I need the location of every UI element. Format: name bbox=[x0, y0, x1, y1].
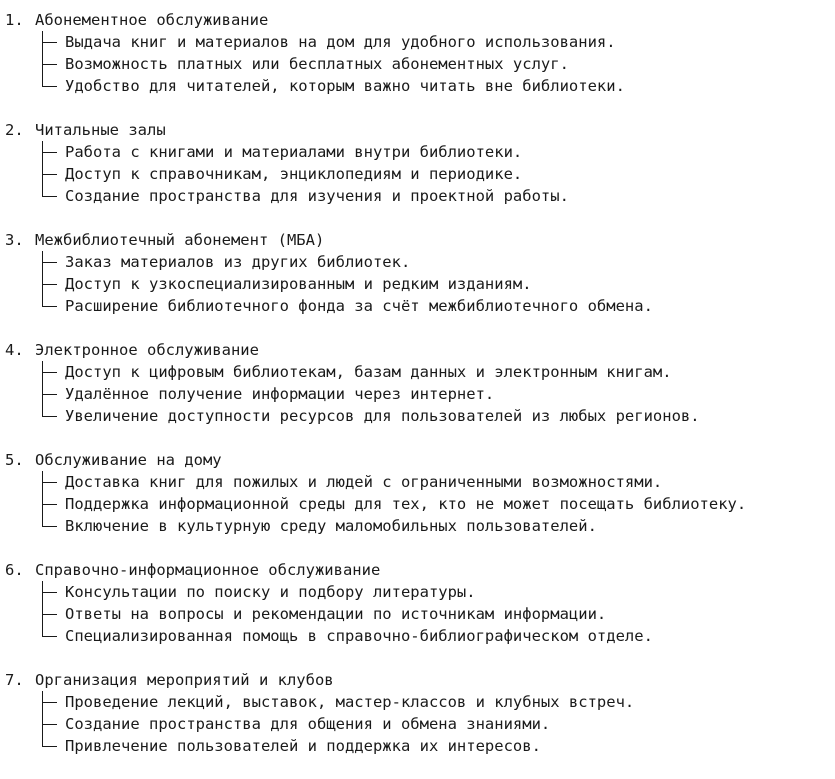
section-title: Обслуживание на дому bbox=[35, 451, 222, 469]
tree-branch-end-icon bbox=[42, 735, 65, 757]
section-number: 6. bbox=[5, 561, 24, 579]
list-item bbox=[5, 735, 835, 757]
item-text: Создание пространства для общения и обмена знаниями. bbox=[65, 715, 551, 733]
item-text: Создание пространства для изучения и проектной работы. bbox=[65, 187, 569, 205]
section-number: 3. bbox=[5, 231, 24, 249]
list-item bbox=[5, 625, 835, 647]
section-heading bbox=[5, 229, 835, 251]
section-heading bbox=[5, 559, 835, 581]
item-text: Специализированная помощь в справочно-библиографическом отделе. bbox=[65, 627, 653, 645]
tree-branch-icon bbox=[42, 273, 65, 295]
list-item bbox=[5, 581, 835, 603]
section-heading bbox=[5, 449, 835, 471]
item-text: Поддержка информационной среды для тех, кто не может посещать библиотеку. bbox=[65, 495, 747, 513]
section-heading bbox=[5, 119, 835, 141]
list-item bbox=[5, 515, 835, 537]
section-title: Читальные залы bbox=[35, 121, 166, 139]
section-title: Электронное обслуживание bbox=[35, 341, 259, 359]
item-text: Ответы на вопросы и рекомендации по источникам информации. bbox=[65, 605, 607, 623]
section-1 bbox=[5, 9, 835, 119]
section-heading bbox=[5, 669, 835, 691]
list-item bbox=[5, 251, 835, 273]
section-3 bbox=[5, 229, 835, 339]
section-2 bbox=[5, 119, 835, 229]
tree-branch-end-icon bbox=[42, 295, 65, 317]
tree-branch-end-icon bbox=[42, 185, 65, 207]
tree-branch-icon bbox=[42, 163, 65, 185]
section-7 bbox=[5, 669, 835, 779]
tree-branch-icon bbox=[42, 581, 65, 603]
item-text: Выдача книг и материалов на дом для удобного использования. bbox=[65, 33, 616, 51]
tree-branch-icon bbox=[42, 31, 65, 53]
tree-branch-icon bbox=[42, 713, 65, 735]
item-text: Проведение лекций, выставок, мастер-классов и клубных встреч. bbox=[65, 693, 635, 711]
list-item bbox=[5, 75, 835, 97]
item-text: Удобство для читателей, которым важно читать вне библиотеки. bbox=[65, 77, 625, 95]
item-text: Удалённое получение информации через интернет. bbox=[65, 385, 495, 403]
section-heading bbox=[5, 339, 835, 361]
tree-branch-icon bbox=[42, 493, 65, 515]
item-text: Доступ к узкоспециализированным и редким изданиям. bbox=[65, 275, 532, 293]
tree-branch-icon bbox=[42, 383, 65, 405]
item-text: Консультации по поиску и подбору литературы. bbox=[65, 583, 476, 601]
item-text: Доставка книг для пожилых и людей с ограниченными возможностями. bbox=[65, 473, 663, 491]
list-item bbox=[5, 361, 835, 383]
list-item bbox=[5, 471, 835, 493]
section-title: Межбиблиотечный абонемент (МБА) bbox=[35, 231, 325, 249]
section-title: Справочно-информационное обслуживание bbox=[35, 561, 381, 579]
tree-branch-icon bbox=[42, 141, 65, 163]
item-text: Заказ материалов из других библиотек. bbox=[65, 253, 411, 271]
list-item bbox=[5, 691, 835, 713]
list-item bbox=[5, 603, 835, 625]
tree-branch-end-icon bbox=[42, 75, 65, 97]
tree-branch-icon bbox=[42, 361, 65, 383]
section-5 bbox=[5, 449, 835, 559]
list-item bbox=[5, 185, 835, 207]
section-heading bbox=[5, 9, 835, 31]
tree-branch-icon bbox=[42, 691, 65, 713]
tree-branch-icon bbox=[42, 471, 65, 493]
item-text: Привлечение пользователей и поддержка их интересов. bbox=[65, 737, 541, 755]
list-item bbox=[5, 405, 835, 427]
tree-branch-icon bbox=[42, 603, 65, 625]
section-number: 1. bbox=[5, 11, 24, 29]
item-text: Расширение библиотечного фонда за счёт межбиблиотечного обмена. bbox=[65, 297, 653, 315]
section-number: 5. bbox=[5, 451, 24, 469]
section-title: Организация мероприятий и клубов bbox=[35, 671, 334, 689]
tree-branch-end-icon bbox=[42, 405, 65, 427]
section-6 bbox=[5, 559, 835, 669]
item-text: Возможность платных или бесплатных абонементных услуг. bbox=[65, 55, 569, 73]
list-item bbox=[5, 31, 835, 53]
item-text: Увеличение доступности ресурсов для пользователей из любых регионов. bbox=[65, 407, 700, 425]
list-item bbox=[5, 53, 835, 75]
section-number: 2. bbox=[5, 121, 24, 139]
item-text: Доступ к цифровым библиотекам, базам данных и электронным книгам. bbox=[65, 363, 672, 381]
list-item bbox=[5, 141, 835, 163]
list-item bbox=[5, 713, 835, 735]
tree-branch-end-icon bbox=[42, 515, 65, 537]
list-item bbox=[5, 163, 835, 185]
list-item bbox=[5, 273, 835, 295]
tree-branch-icon bbox=[42, 251, 65, 273]
section-number: 7. bbox=[5, 671, 24, 689]
list-item bbox=[5, 295, 835, 317]
section-4 bbox=[5, 339, 835, 449]
section-title: Абонементное обслуживание bbox=[35, 11, 269, 29]
section-number: 4. bbox=[5, 341, 24, 359]
tree-branch-icon bbox=[42, 53, 65, 75]
list-item bbox=[5, 493, 835, 515]
tree-branch-end-icon bbox=[42, 625, 65, 647]
list-item bbox=[5, 383, 835, 405]
item-text: Работа с книгами и материалами внутри библиотеки. bbox=[65, 143, 523, 161]
item-text: Доступ к справочникам, энциклопедиям и периодике. bbox=[65, 165, 523, 183]
item-text: Включение в культурную среду маломобильных пользователей. bbox=[65, 517, 597, 535]
